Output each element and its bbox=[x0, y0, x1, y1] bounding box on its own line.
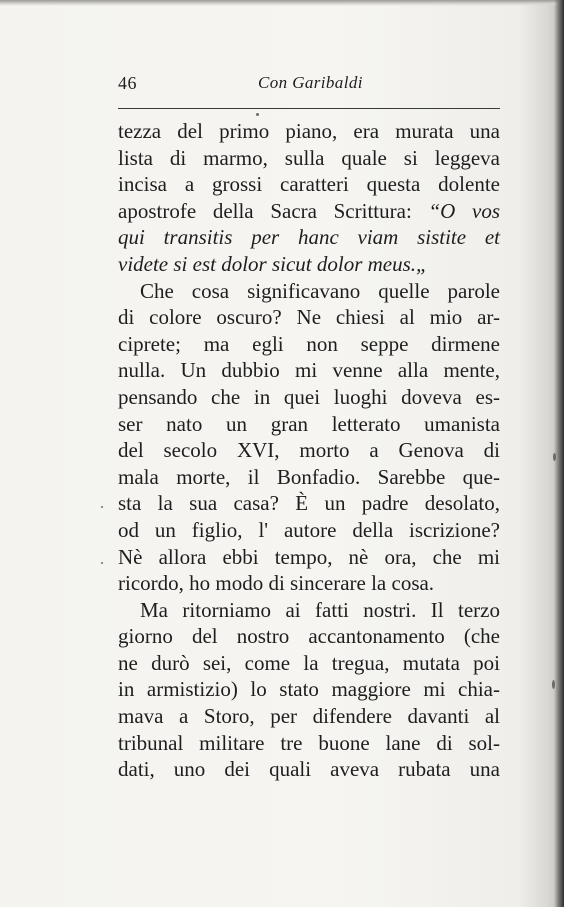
text-line: mala morte, il Bonfadio. Sarebbe que- bbox=[118, 464, 500, 489]
text-line: ciprete; ma egli non seppe dirmene bbox=[118, 331, 500, 356]
text-line: tezza del primo piano, era murata una bbox=[118, 119, 500, 143]
text-line: pensando che in quei luoghi doveva es- bbox=[118, 384, 500, 409]
text-line: nulla. Un dubbio mi venne alla mente, bbox=[118, 358, 500, 383]
paper-speck bbox=[101, 562, 103, 564]
text-line: ricordo, ho modo di sincerare la cosa. bbox=[118, 571, 435, 596]
text-line: incisa a grossi caratteri questa dolente bbox=[118, 172, 500, 197]
page-header bbox=[118, 73, 500, 99]
text-line: od un figlio, l' autore della iscrizione? bbox=[118, 517, 500, 542]
paper-speck bbox=[101, 506, 103, 508]
paragraph-start: Ma ritorniamo ai fatti nostri. Il terzo bbox=[140, 597, 500, 622]
text-line-roman: apostrofe della Sacra Scrittura: bbox=[118, 198, 412, 223]
paragraph-start: Che cosa significavano quelle parole bbox=[140, 278, 500, 303]
paper-speck bbox=[552, 680, 555, 689]
text-line: ser nato un gran letterato umanista bbox=[118, 411, 500, 436]
page-top-edge bbox=[0, 0, 564, 6]
latin-quote-line: qui transitis per hanc viam sistite et bbox=[118, 225, 500, 250]
running-title: Con Garibaldi bbox=[258, 73, 363, 92]
page-number: 46 bbox=[118, 73, 137, 93]
text-line: di colore oscuro? Ne chiesi al mio ar- bbox=[118, 305, 500, 330]
paper-speck bbox=[553, 453, 556, 461]
paper-speck bbox=[256, 113, 259, 116]
text-line: tribunal militare tre buone lane di sol- bbox=[118, 730, 500, 755]
text-line: in armistizio) lo stato maggiore mi chia- bbox=[118, 677, 500, 702]
text-line: giorno del nostro accantonamento (che bbox=[118, 624, 500, 649]
text-line: ne durò sei, come la tregua, mutata poi bbox=[118, 650, 500, 675]
text-line: Nè allora ebbi tempo, nè ora, che mi bbox=[118, 544, 500, 569]
text-line: dati, uno dei quali aveva rubata una bbox=[118, 757, 500, 782]
text-line: mava a Storo, per difendere davanti al bbox=[118, 704, 500, 729]
header-rule bbox=[118, 108, 500, 109]
text-line bbox=[118, 198, 500, 225]
latin-quote-start: “O vos bbox=[428, 198, 500, 223]
text-line: lista di marmo, sulla quale si leggeva bbox=[118, 145, 500, 170]
text-line: del secolo XVI, morto a Genova di bbox=[118, 438, 500, 463]
body-text bbox=[118, 118, 500, 783]
text-line: sta la sua casa? È un padre desolato, bbox=[118, 491, 500, 516]
latin-quote-line: videte si est dolor sicut dolor meus.„ bbox=[118, 251, 428, 276]
